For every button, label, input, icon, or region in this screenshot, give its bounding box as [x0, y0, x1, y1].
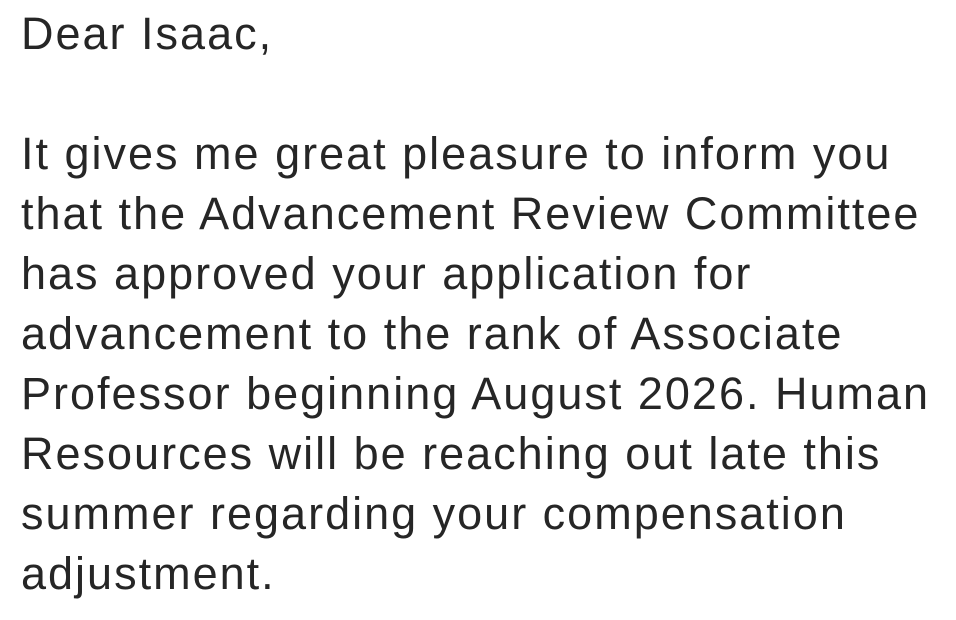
- blank-line: [21, 64, 956, 124]
- body-line: has approved your application for: [21, 248, 753, 299]
- body-line: Professor beginning August 2026. Human: [21, 368, 931, 419]
- greeting-line: Dear Isaac,: [21, 8, 274, 59]
- body-line: adjustment.: [21, 548, 276, 599]
- body-line: summer regarding your compensation: [21, 488, 847, 539]
- body-line: It gives me great pleasure to inform you: [21, 128, 892, 179]
- body-line: that the Advancement Review Committee: [21, 188, 921, 239]
- body-line: Resources will be reaching out late this: [21, 428, 882, 479]
- body-line: advancement to the rank of Associate: [21, 308, 844, 359]
